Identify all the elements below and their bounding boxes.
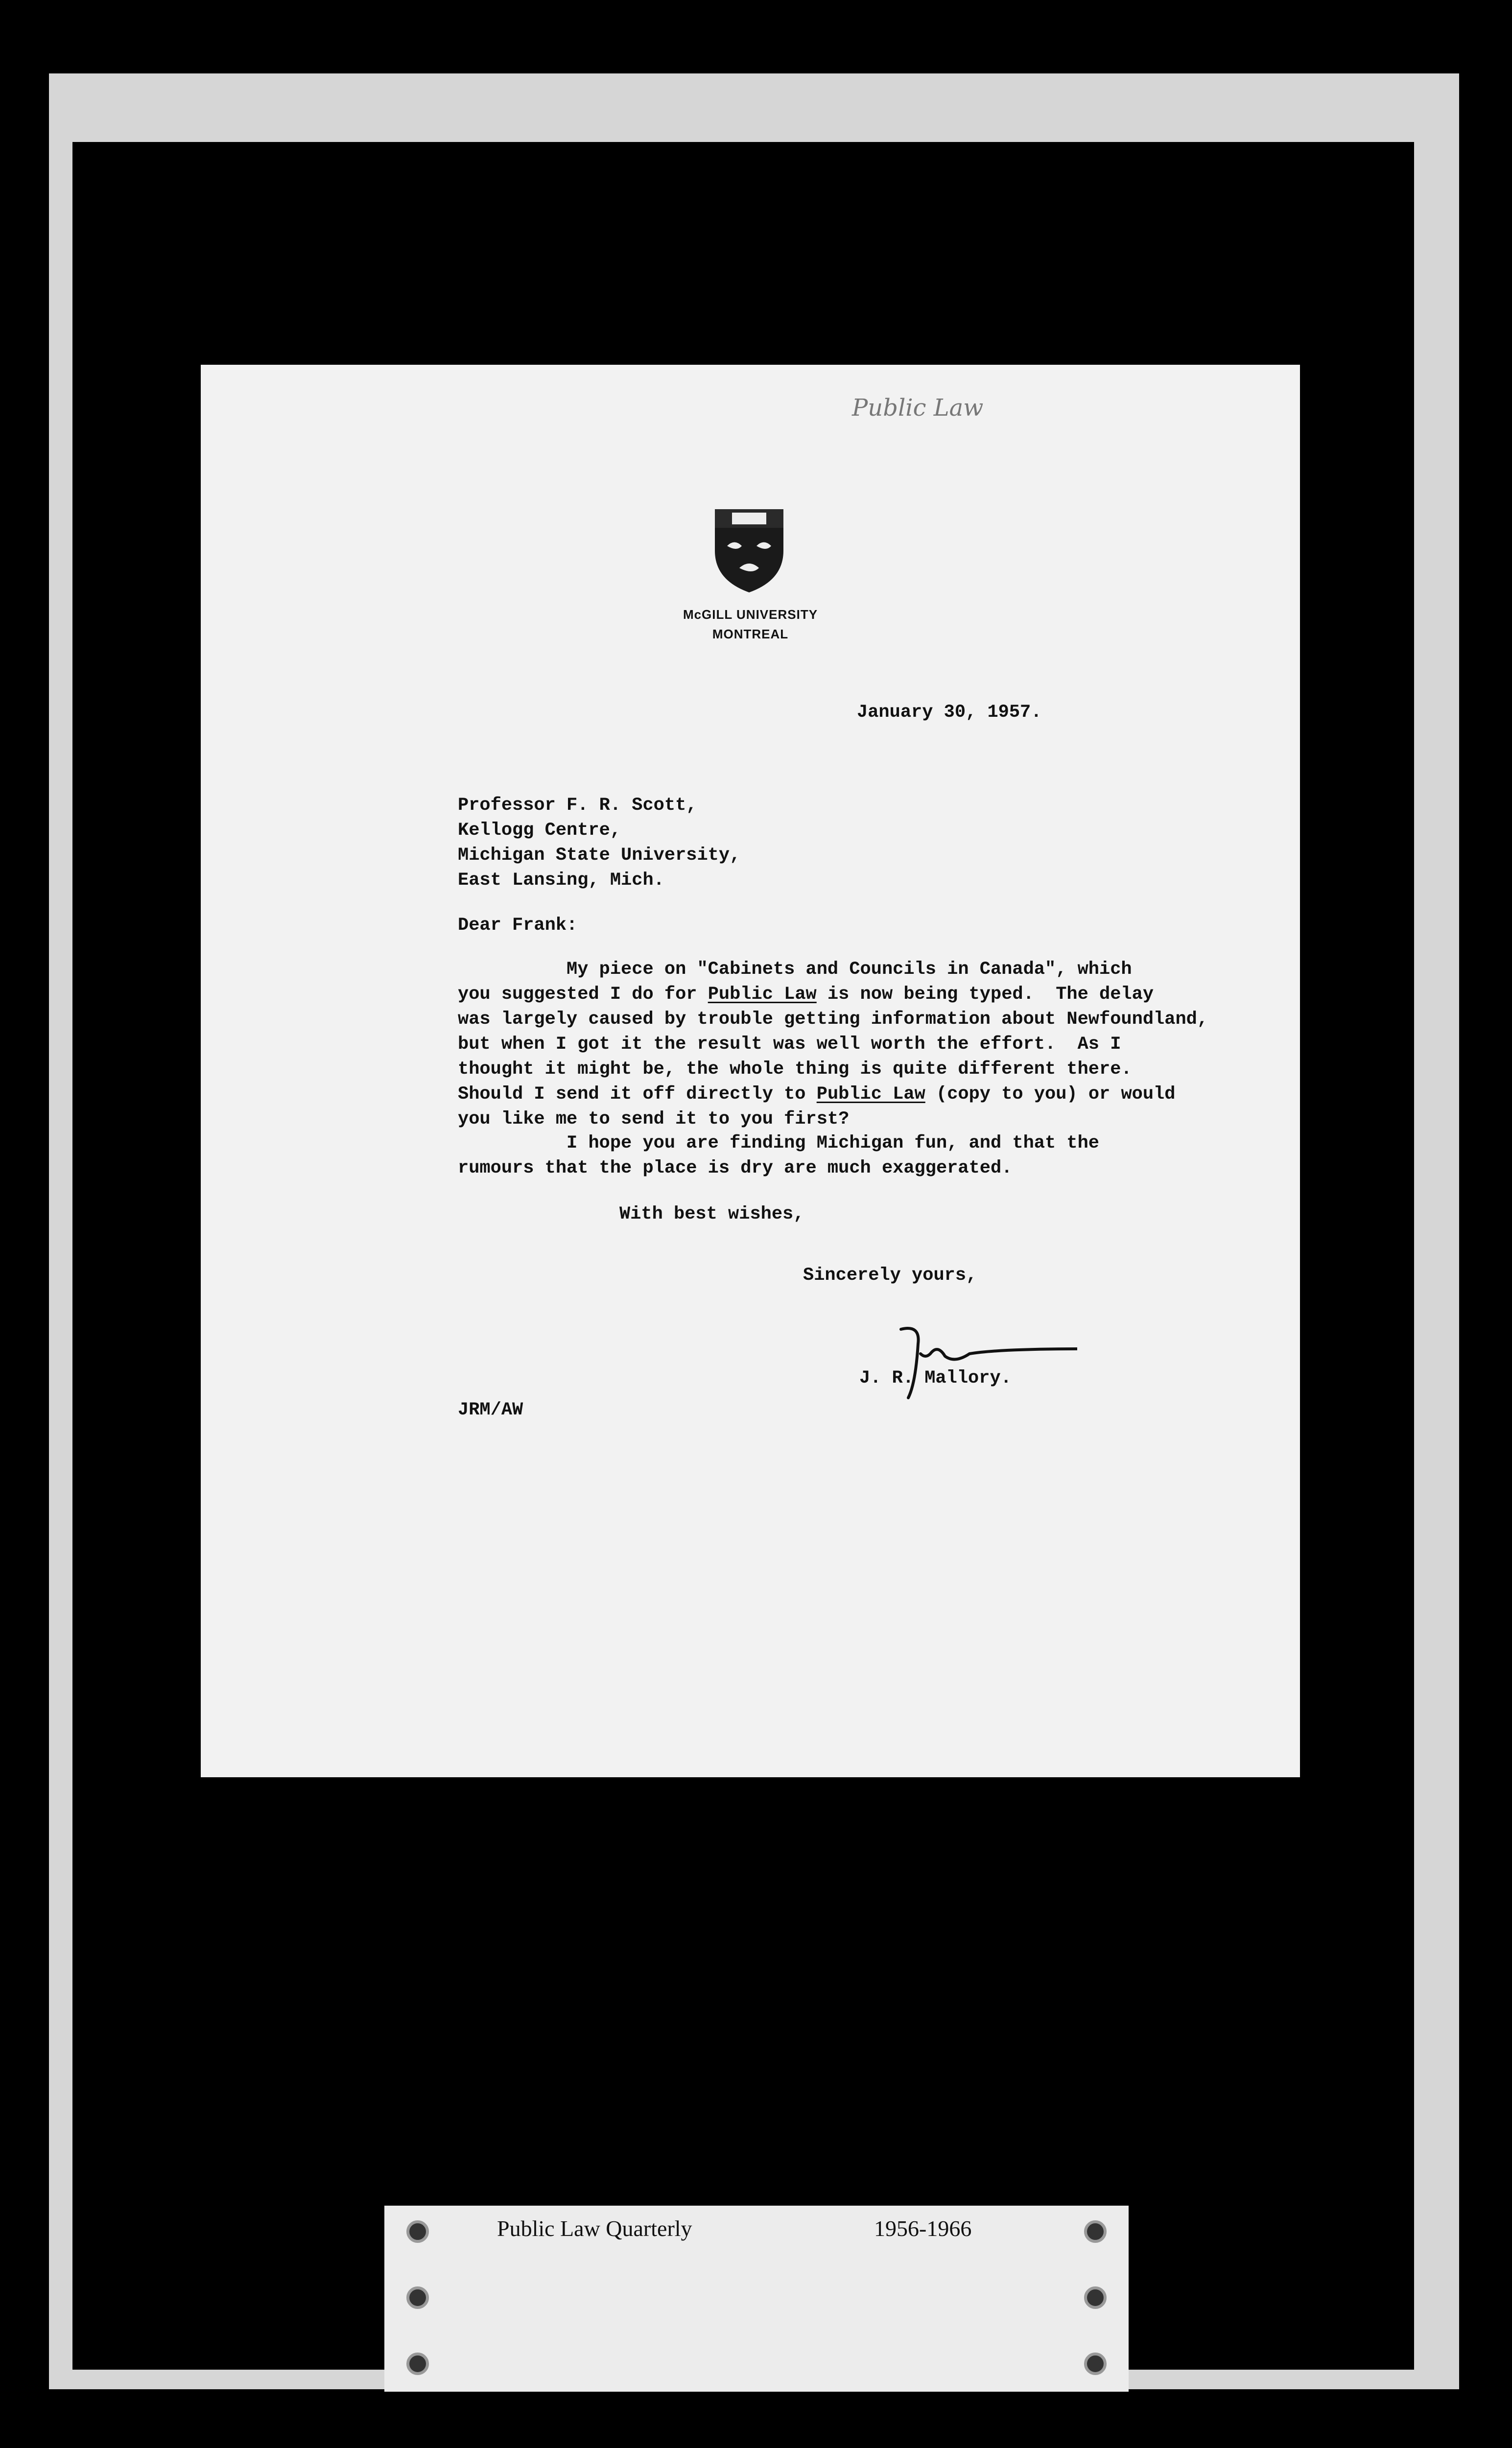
punch-hole-icon: [406, 2286, 429, 2309]
text-line: thought it might be, the whole thing is quite different there.: [458, 1059, 1132, 1080]
folder-label: Public Law Quarterly: [497, 2216, 692, 2241]
publication-title: Public Law: [708, 984, 817, 1005]
punch-hole-icon: [406, 2353, 429, 2375]
punch-hole-icon: [1084, 2353, 1107, 2375]
signature-icon: [891, 1324, 1077, 1403]
folder-years: 1956-1966: [874, 2216, 972, 2241]
recipient-address: [458, 793, 740, 893]
punch-hole-icon: [1084, 2220, 1107, 2243]
letter-page: [201, 365, 1300, 1777]
text-line: I hope you are finding Michigan fun, and that the: [458, 1133, 1100, 1153]
paragraph-2: [458, 1131, 1099, 1181]
punch-hole-icon: [1084, 2286, 1107, 2309]
publication-title: Public Law: [816, 1084, 925, 1105]
text-line: you suggested I do for: [458, 984, 708, 1005]
text-line: Should I send it off directly to: [458, 1084, 817, 1105]
salutation: Dear Frank:: [458, 915, 578, 936]
address-line: Kellogg Centre,: [458, 820, 621, 841]
reference-initials: JRM/AW: [458, 1400, 523, 1420]
paragraph-1: [458, 957, 1208, 1132]
text-line: but when I got it the result was well worth the effort. As I: [458, 1034, 1121, 1055]
closing: With best wishes,: [619, 1204, 804, 1224]
text-line: was largely caused by trouble getting information about Newfoundland,: [458, 1009, 1208, 1030]
institution-city: MONTREAL: [712, 627, 789, 641]
sign-off: Sincerely yours,: [803, 1265, 977, 1286]
mcgill-crest-icon: [712, 507, 786, 595]
signer-name: J. R. Mallory.: [859, 1368, 1012, 1389]
punch-hole-icon: [406, 2220, 429, 2243]
institution-name: McGILL UNIVERSITY: [683, 607, 818, 622]
letter-date: January 30, 1957.: [857, 702, 1042, 723]
address-line: Michigan State University,: [458, 845, 741, 866]
text-line: (copy to you) or would: [925, 1084, 1176, 1105]
text-line: rumours that the place is dry are much exaggerated.: [458, 1158, 1013, 1178]
text-line: you like me to send it to you first?: [458, 1109, 850, 1130]
handwritten-note: Public Law: [852, 394, 984, 422]
text-line: My piece on "Cabinets and Councils in Canada", which: [458, 959, 1132, 980]
text-line: is now being typed. The delay: [816, 984, 1154, 1005]
address-line: East Lansing, Mich.: [458, 870, 664, 891]
folder-tab: [384, 2206, 1129, 2392]
address-line: Professor F. R. Scott,: [458, 795, 697, 816]
